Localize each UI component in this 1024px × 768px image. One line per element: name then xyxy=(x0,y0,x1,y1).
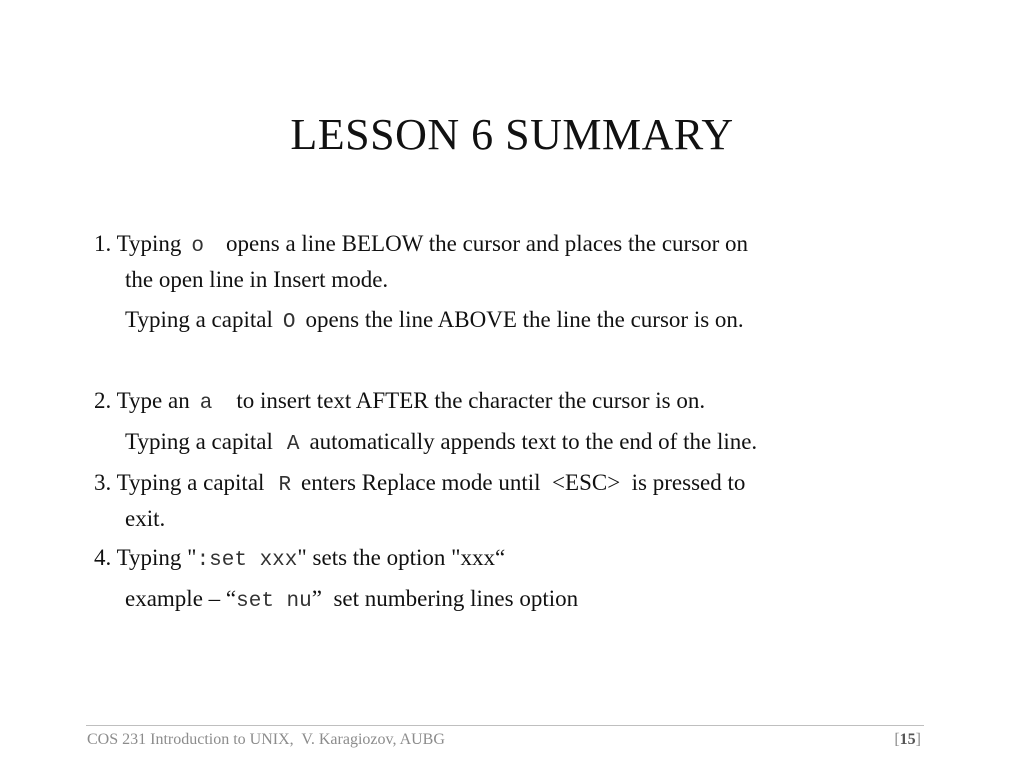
item-1-line-2 xyxy=(125,265,388,295)
item-1-sub-command: O xyxy=(282,311,296,334)
item-4-line-2 xyxy=(125,584,578,617)
footer-course-info: COS 231 Introduction to UNIX, V. Karagiozov, AUBG xyxy=(87,731,445,748)
page-number: 15 xyxy=(899,731,916,748)
footer-divider xyxy=(86,725,924,726)
item-1-continuation: the open line in Insert mode. xyxy=(125,267,389,292)
item-2-command: a xyxy=(199,392,213,415)
item-2-sub-command: A xyxy=(286,433,300,456)
item-1-sub-prefix: Typing a capital xyxy=(125,307,273,332)
item-2-line-1 xyxy=(94,386,705,419)
item-3-line-2 xyxy=(125,504,165,534)
item-3-text: enters Replace mode until <ESC> is pressed to xyxy=(301,470,746,495)
item-2-sub-text: automatically appends text to the end of the line. xyxy=(309,429,758,454)
slide-title: LESSON 6 SUMMARY xyxy=(290,110,734,159)
item-1-line-3 xyxy=(125,305,744,338)
item-2-sub-prefix: Typing a capital xyxy=(125,429,273,454)
footer-page-number xyxy=(894,731,921,749)
item-1-prefix: 1. Typing xyxy=(94,231,182,256)
page-bracket-open: [ xyxy=(894,731,900,748)
item-2-text: to insert text AFTER the character the cursor is on. xyxy=(236,388,706,413)
item-3-command: R xyxy=(278,474,292,497)
item-4-sub-text: ” set numbering lines option xyxy=(311,586,579,611)
item-4-sub-command: set nu xyxy=(236,590,312,613)
item-1-command: o xyxy=(191,235,205,258)
item-2-prefix: 2. Type an xyxy=(94,388,190,413)
item-4-line-1 xyxy=(94,543,505,576)
item-1-sub-text: opens the line ABOVE the line the cursor is on. xyxy=(305,307,744,332)
item-1-line-1 xyxy=(94,229,748,262)
item-4-sub-prefix: example – “ xyxy=(125,586,237,611)
item-1-text: opens a line BELOW the cursor and places the cursor on xyxy=(226,231,749,256)
item-3-line-1 xyxy=(94,468,745,501)
item-3-prefix: 3. Typing a capital xyxy=(94,470,265,495)
item-3-continuation: exit. xyxy=(125,506,166,531)
item-4-prefix: 4. Typing " xyxy=(94,545,197,570)
item-2-line-2 xyxy=(125,427,757,460)
page-bracket-close: ] xyxy=(915,731,921,748)
item-4-text: " sets the option "xxx“ xyxy=(297,545,506,570)
item-4-command: :set xxx xyxy=(196,549,298,572)
